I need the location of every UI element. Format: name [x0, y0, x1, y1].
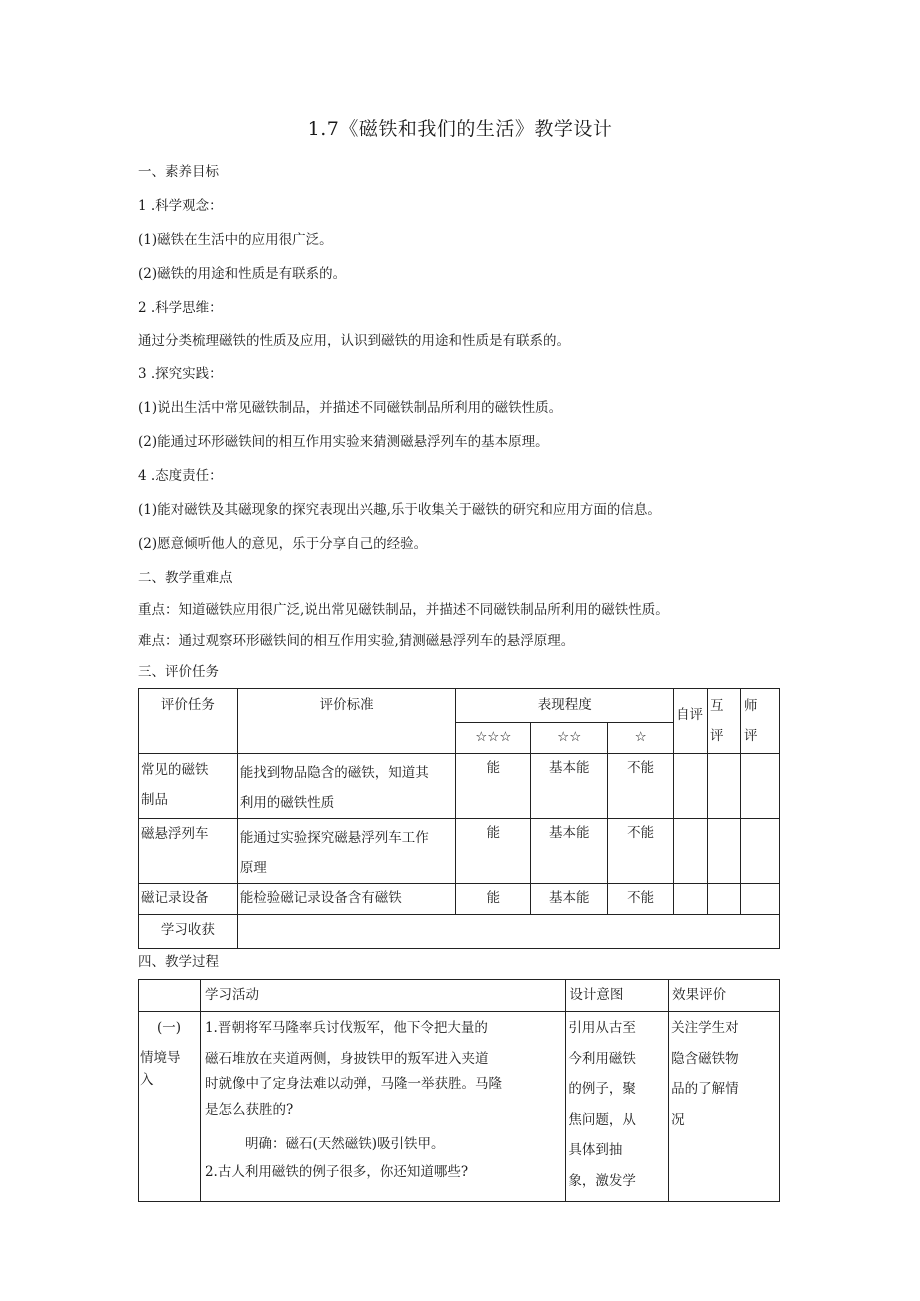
key-point-text: 重点：知道磁铁应用很广泛,说出常见磁铁制品，并描述不同磁铁制品所利用的磁铁性质。 [138, 602, 669, 618]
goal-text: (1)能对磁铁及其磁现象的探究表现出兴趣,乐于收集关于磁铁的研究和应用方面的信息。 [138, 502, 661, 518]
header-eval-standard: 评价标准 [237, 689, 456, 754]
task-cell: 常见的磁铁 制品 [139, 754, 238, 819]
header-stage [139, 980, 201, 1012]
header-self-eval: 自评 [674, 689, 708, 754]
self-eval-cell [674, 819, 708, 884]
goal-text: (2)磁铁的用途和性质是有联系的。 [138, 266, 347, 282]
peer-eval-cell [708, 819, 741, 884]
standard-cell: 能检验磁记录设备含有磁铁 [237, 884, 456, 915]
level-cell: 不能 [608, 819, 674, 884]
section-heading-evaluation: 三、评价任务 [138, 664, 219, 680]
teaching-process-table [138, 979, 780, 1202]
header-peer-eval: 互 评 [708, 689, 741, 754]
goal-text: (2)愿意倾听他人的意见，乐于分享自己的经验。 [138, 536, 428, 552]
teacher-eval-cell [740, 754, 779, 819]
table-row [139, 754, 780, 819]
section-heading-key-points: 二、教学重难点 [138, 570, 233, 586]
standard-cell: 能找到物品隐含的磁铁，知道其 利用的磁铁性质 [237, 754, 456, 819]
level-cell: 不能 [608, 754, 674, 819]
peer-eval-cell [708, 884, 741, 915]
goal-text: 通过分类梳理磁铁的性质及应用，认识到磁铁的用途和性质是有联系的。 [138, 333, 570, 349]
document-title: 1.7《磁铁和我们的生活》教学设计 [307, 118, 613, 140]
table-row [139, 915, 780, 949]
subheading-inquiry-practice: 3 .探究实践： [138, 366, 223, 382]
task-cell: 磁悬浮列车 [139, 819, 238, 884]
header-teacher-eval: 师 评 [740, 689, 779, 754]
goal-text: (1)磁铁在生活中的应用很广泛。 [138, 232, 333, 248]
level-cell: 基本能 [531, 754, 608, 819]
teacher-eval-cell [740, 819, 779, 884]
header-three-stars: ☆☆☆ [456, 723, 531, 754]
table-row [139, 819, 780, 884]
task-cell: 磁记录设备 [139, 884, 238, 915]
table-row [139, 884, 780, 915]
level-cell: 能 [456, 884, 531, 915]
self-eval-cell [674, 754, 708, 819]
header-eval-task: 评价任务 [139, 689, 238, 754]
table-row [139, 1012, 780, 1202]
evaluation-table [138, 688, 780, 949]
section-heading-process: 四、教学过程 [138, 954, 219, 970]
learning-harvest-label: 学习收获 [139, 915, 238, 949]
goal-text: (2)能通过环形磁铁间的相互作用实验来猜测磁悬浮列车的基本原理。 [138, 434, 549, 450]
level-cell: 能 [456, 754, 531, 819]
level-cell: 能 [456, 819, 531, 884]
goal-text: (1)说出生活中常见磁铁制品，并描述不同磁铁制品所利用的磁铁性质。 [138, 400, 563, 416]
teacher-eval-cell [740, 884, 779, 915]
subheading-science-concept: 1 .科学观念： [138, 198, 223, 214]
level-cell: 不能 [608, 884, 674, 915]
intent-cell: 引用从古至 今利用磁铁 的例子，聚 焦问题，从 具体到抽 象，激发学 [566, 1012, 669, 1202]
difficult-point-text: 难点：通过观察环形磁铁间的相互作用实验,猜测磁悬浮列车的悬浮原理。 [138, 633, 575, 649]
subheading-attitude: 4 .态度责任： [138, 468, 223, 484]
activity-cell: 1.晋朝将军马隆率兵讨伐叛军，他下令把大量的 磁石堆放在夹道两侧，身披铁甲的叛军进入夹道 时就像中了定身法难以动弹，马隆一举获胜。马隆 是怎么获胜的? 明确：磁石(天然磁铁)吸引铁甲。 2.古人利用磁铁的例子很多，你还知道哪些? [200, 1012, 565, 1202]
header-activity: 学习活动 [200, 980, 565, 1012]
standard-cell: 能通过实验探究磁悬浮列车工作 原理 [237, 819, 456, 884]
learning-harvest-cell [237, 915, 779, 949]
level-cell: 基本能 [531, 884, 608, 915]
effect-cell: 关注学生对 隐含磁铁物 品的了解情 况 [669, 1012, 780, 1202]
stage-cell: (一) 情境导 入 [139, 1012, 201, 1202]
header-effect: 效果评价 [669, 980, 780, 1012]
peer-eval-cell [708, 754, 741, 819]
header-two-stars: ☆☆ [531, 723, 608, 754]
subheading-science-thinking: 2 .科学思维： [138, 300, 223, 316]
header-one-star: ☆ [608, 723, 674, 754]
level-cell: 基本能 [531, 819, 608, 884]
self-eval-cell [674, 884, 708, 915]
header-performance-level: 表现程度 [456, 689, 674, 723]
header-intent: 设计意图 [566, 980, 669, 1012]
section-heading-goals: 一、素养目标 [138, 164, 219, 180]
